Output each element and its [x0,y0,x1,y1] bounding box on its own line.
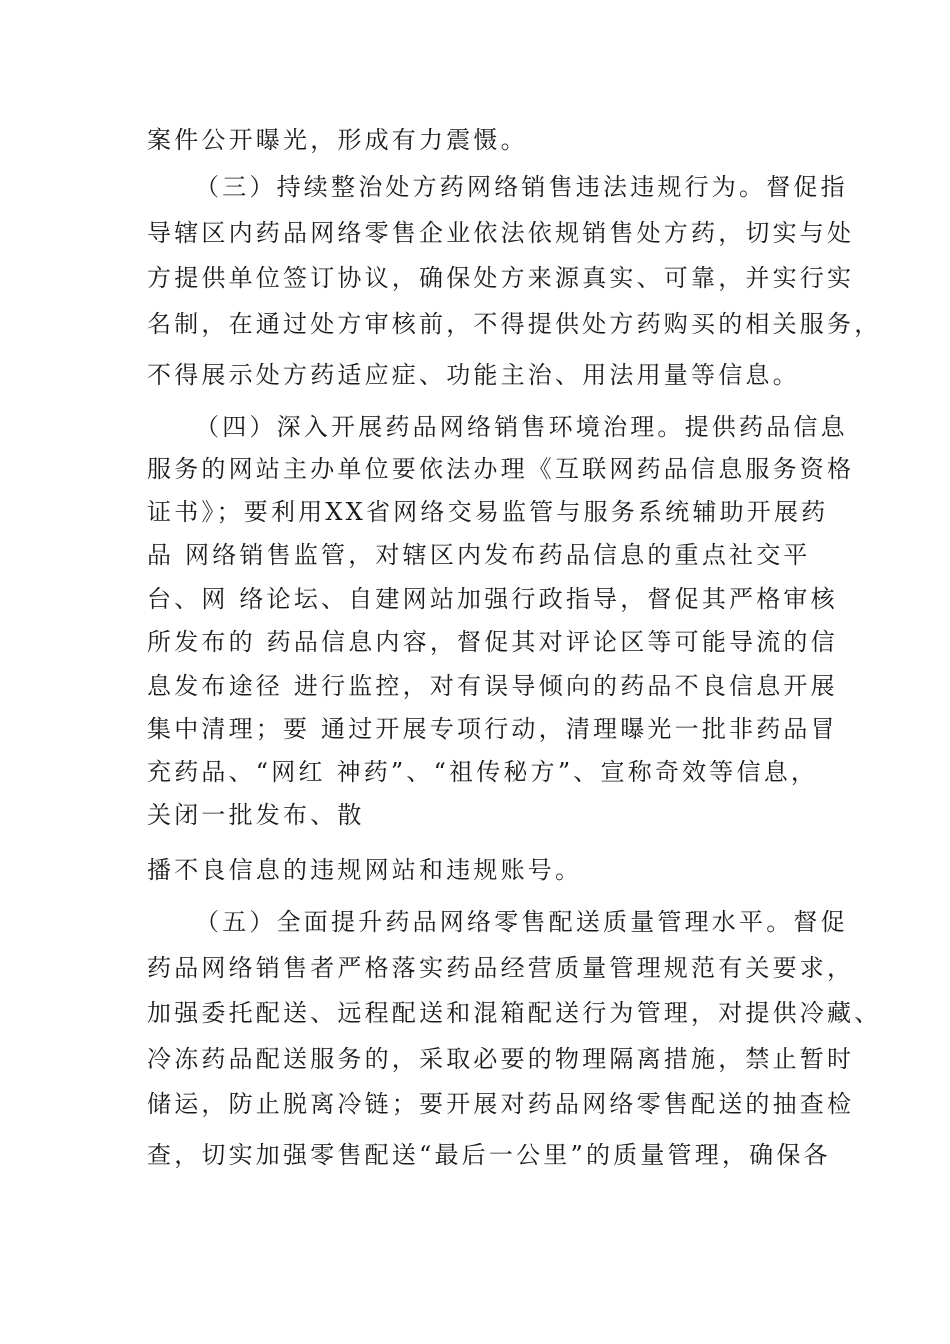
text-line: 所发布的 药品信息内容，督促其对评论区等可能导流的信 [147,628,838,656]
text-line: 充药品、“网红 神药”、“祖传秘方”、宣称奇效等信息， [147,758,819,786]
text-line: （三）持续整治处方药网络销售违法违规行为。督促指 [195,173,848,201]
text-line: 证书》；要利用XX省网络交易监管与服务系统辅助开展药 [147,498,829,526]
text-line: 息发布途径 进行监控，对有误导倾向的药品不良信息开展 [147,672,838,700]
text-line: 服务的网站主办单位要依法办理《互联网药品信息服务资格 [147,455,855,483]
text-line: 加强委托配送、远程配送和混箱配送行为管理，对提供冷藏、 [147,999,882,1027]
text-line: 查，切实加强零售配送“最后一公里”的质量管理，确保各 [147,1141,831,1169]
text-line: 关闭一批发布、散 [147,801,365,829]
text-line: 名制，在通过处方审核前，不得提供处方药购买的相关服务， [147,310,882,338]
text-line: 播不良信息的违规网站和违规账号。 [147,856,583,884]
text-line: 冷冻药品配送服务的，采取必要的物理隔离措施，禁止暂时 [147,1045,855,1073]
text-line: 药品网络销售者严格落实药品经营质量管理规范有关要求， [147,954,855,982]
text-line: 台、网 络论坛、自建网站加强行政指导，督促其严格审核 [147,585,838,613]
text-line: （四）深入开展药品网络销售环境治理。提供药品信息 [195,413,848,441]
text-line: 集中清理；要 通过开展专项行动，清理曝光一批非药品冒 [147,715,838,743]
text-line: 导辖区内药品网络零售企业依法依规销售处方药，切实与处 [147,219,855,247]
text-line: 不得展示处方药适应症、功能主治、用法用量等信息。 [147,361,800,389]
text-line: （五）全面提升药品网络零售配送质量管理水平。督促 [195,908,848,936]
text-line: 品 网络销售监管，对辖区内发布药品信息的重点社交平 [147,541,811,569]
text-line: 案件公开曝光，形成有力震慑。 [147,126,528,154]
text-line: 方提供单位签订协议，确保处方来源真实、可靠，并实行实 [147,264,855,292]
text-line: 储运，防止脱离冷链；要开展对药品网络零售配送的抽查检 [147,1090,855,1118]
